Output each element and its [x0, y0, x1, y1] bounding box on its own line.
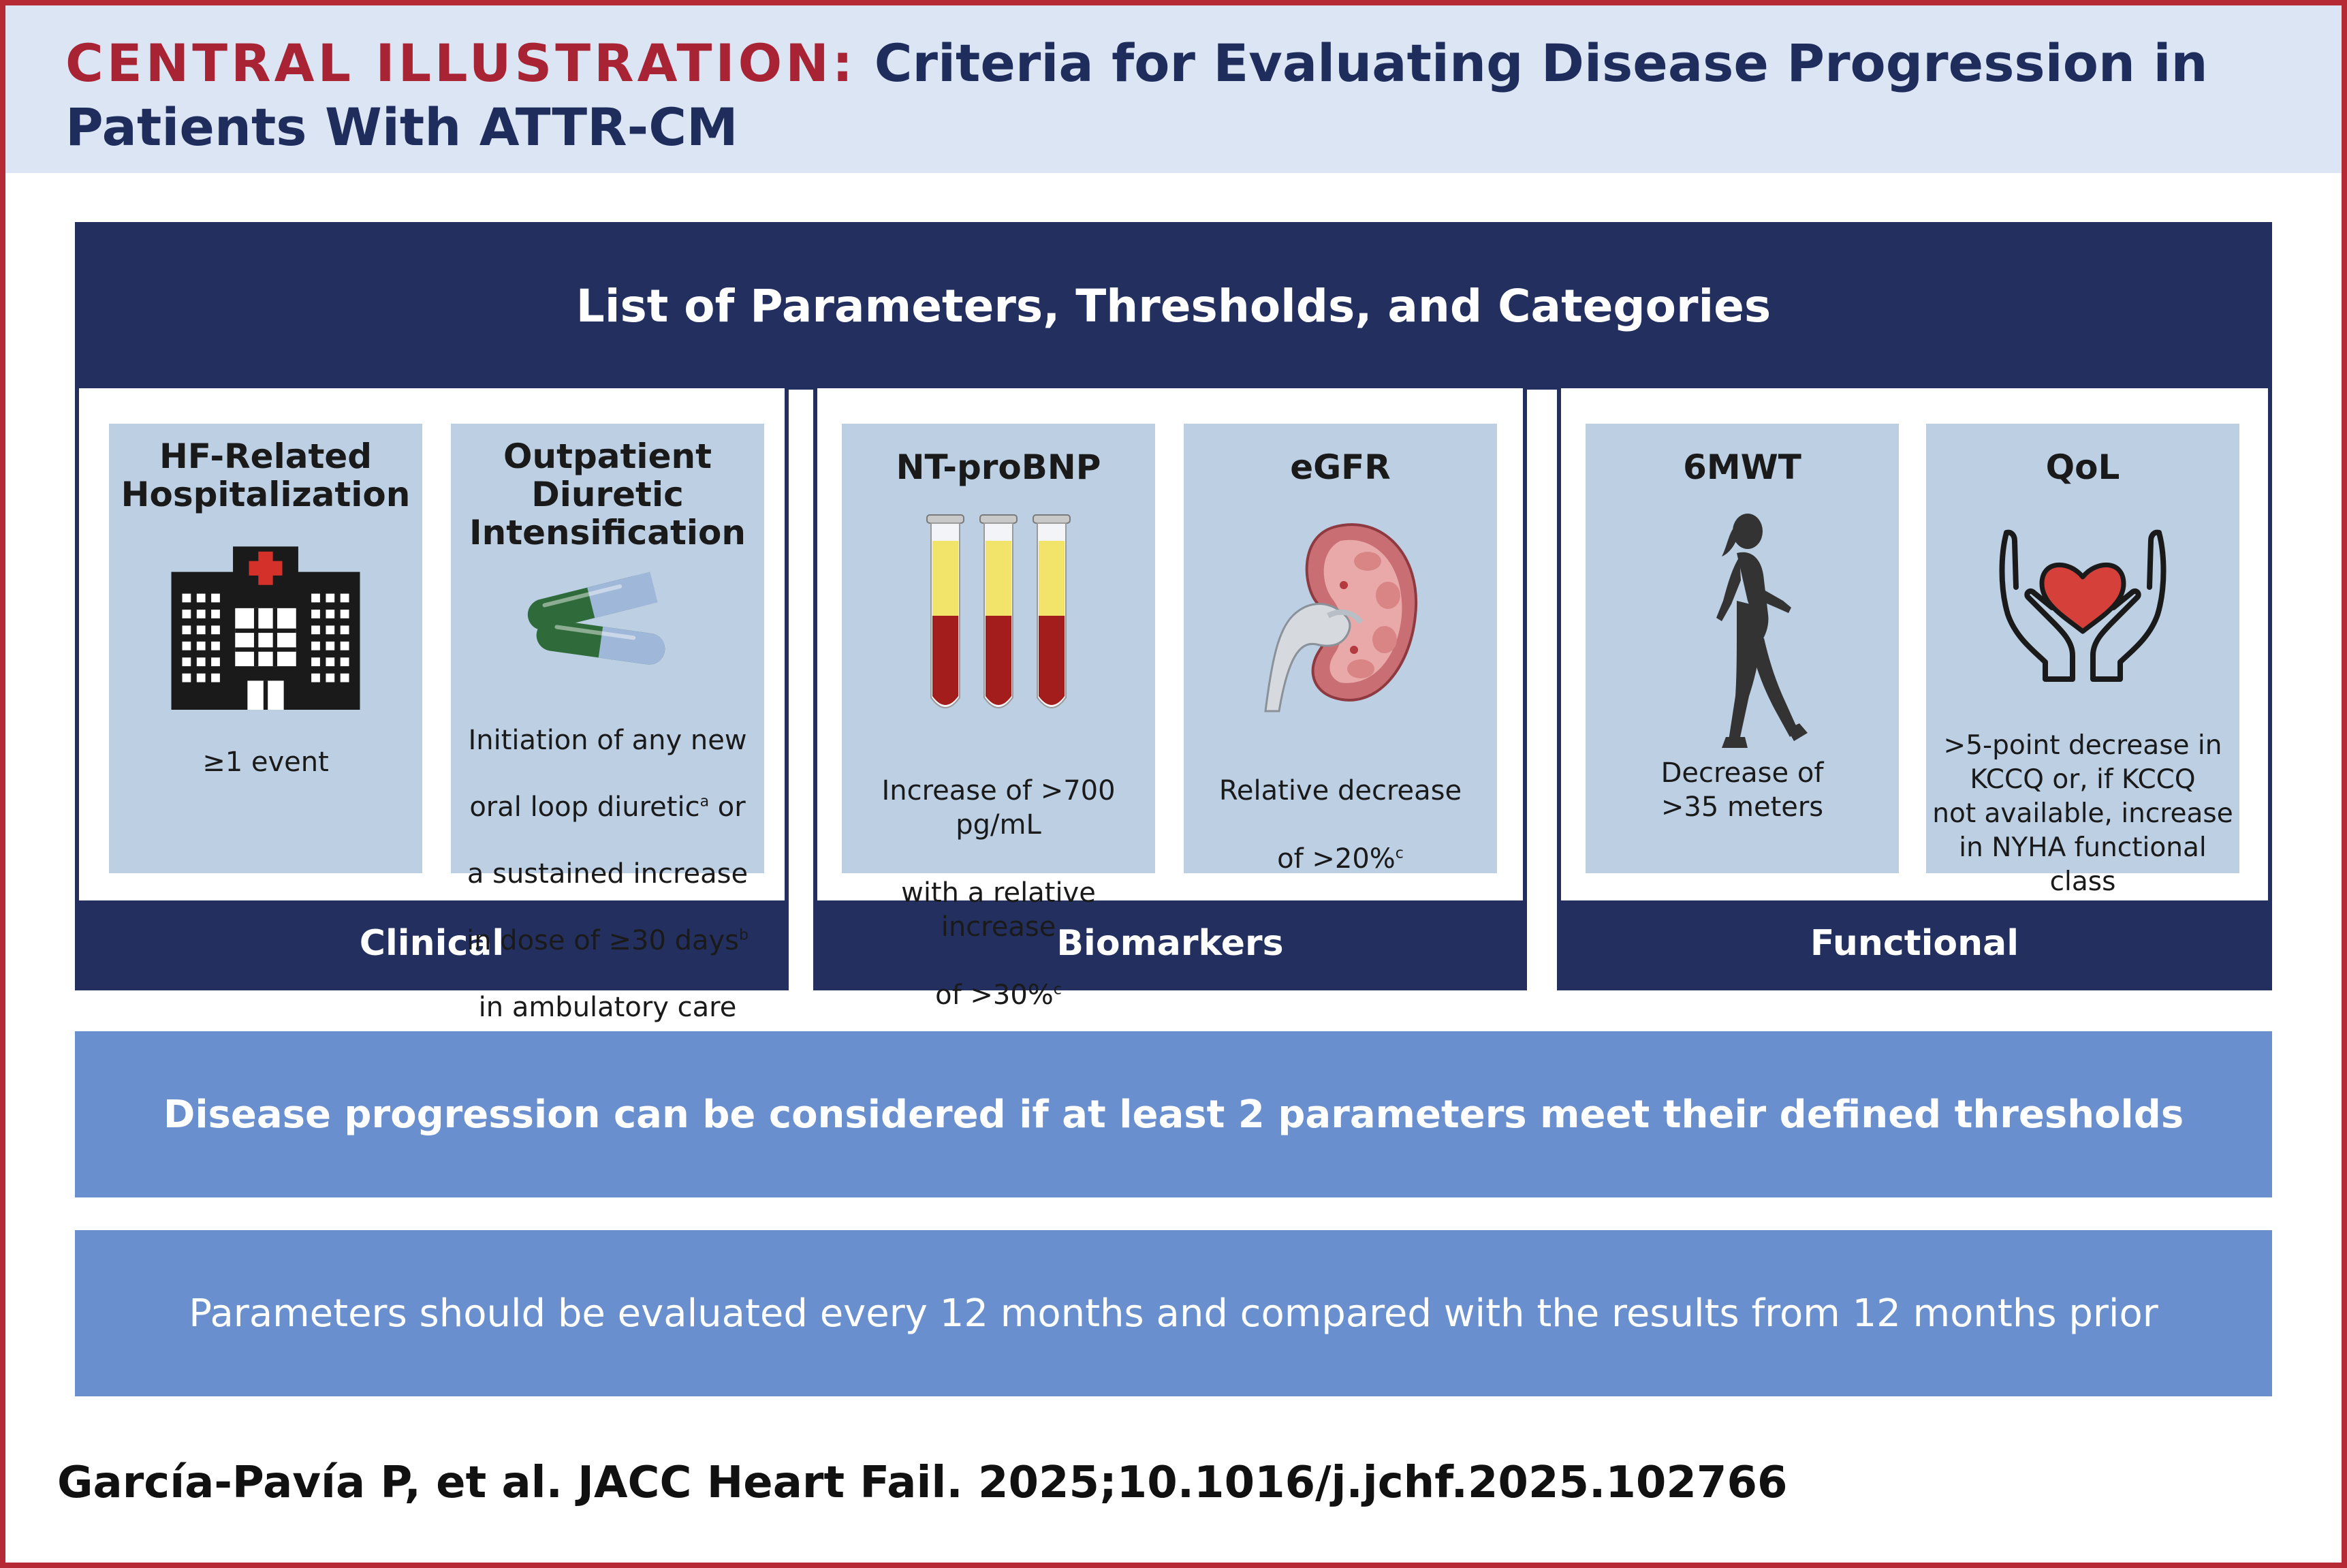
card-hf-hospitalization — [109, 424, 422, 873]
card-title: 6MWT — [1683, 448, 1801, 487]
card-6mwt — [1586, 424, 1899, 873]
walking-woman-icon — [1674, 505, 1810, 764]
card-nt-probnp — [842, 424, 1155, 1011]
card-title: Outpatient Diuretic Intensification — [469, 437, 746, 552]
footnote-marker: c — [1053, 981, 1062, 999]
blood-tubes-icon — [920, 514, 1077, 718]
desc-line: in dose of ≥30 days — [467, 925, 740, 956]
citation: García-Pavía P, et al. JACC Heart Fail. 2025;10.1016/j.jchf.2025.102766 — [57, 1458, 1788, 1508]
card-qol — [1926, 424, 2239, 897]
card-title: NT-proBNP — [896, 448, 1101, 487]
card-description: >5-point decrease in KCCQ or, if KCCQ not available, increase in NYHA functional class — [1932, 730, 2233, 897]
footnote-marker: b — [739, 926, 749, 944]
group-label-functional: Functional — [1561, 900, 2268, 986]
desc-line: with a relative increase — [901, 877, 1096, 943]
card-title: eGFR — [1290, 448, 1391, 487]
desc-line: or — [709, 791, 746, 823]
desc-line: in ambulatory care — [478, 992, 737, 1023]
group-label-clinical: Clinical — [79, 900, 785, 986]
card-description — [842, 740, 1155, 1012]
card-description: ≥1 event — [202, 747, 329, 778]
card-title: QoL — [2045, 448, 2120, 487]
capsules-icon — [516, 570, 679, 665]
card-egfr — [1184, 424, 1497, 873]
schedule-banner: Parameters should be evaluated every 12 months and compared with the results from 12 months prior — [75, 1230, 2272, 1396]
card-description: Decrease of >35 meters — [1660, 757, 1824, 823]
card-diuretic-intensification — [451, 424, 764, 1023]
title-lead: CENTRAL ILLUSTRATION: — [65, 33, 857, 93]
parameters-panel-header — [75, 222, 2272, 390]
desc-line: oral loop diuretic — [469, 791, 700, 823]
page-title — [65, 31, 2313, 159]
group-label-biomarkers: Biomarkers — [817, 900, 1523, 986]
desc-line: of >20% — [1277, 843, 1396, 875]
card-description — [1184, 740, 1497, 876]
card-description — [451, 691, 764, 1024]
desc-line: a sustained increase — [467, 858, 749, 890]
hospital-icon — [157, 543, 375, 710]
footnote-marker: a — [699, 793, 710, 811]
footnote-marker: c — [1395, 845, 1404, 862]
kidney-icon — [1252, 514, 1429, 718]
desc-line: of >30% — [935, 979, 1054, 1011]
rule-banner: Disease progression can be considered if at least 2 parameters meet their defined thresholds — [75, 1031, 2272, 1197]
desc-line: Relative decrease — [1218, 775, 1462, 806]
header-band — [5, 5, 2342, 173]
desc-line: Initiation of any new — [468, 725, 747, 756]
title-rest: Criteria for Evaluating Disease Progression in Patients With ATTR-CM — [65, 33, 2208, 157]
card-title: HF-Related Hospitalization — [121, 437, 411, 514]
hands-heart-icon — [1994, 512, 2171, 683]
desc-line: Increase of >700 pg/mL — [881, 775, 1116, 841]
panel-title: List of Parameters, Thresholds, and Categories — [576, 279, 1771, 332]
